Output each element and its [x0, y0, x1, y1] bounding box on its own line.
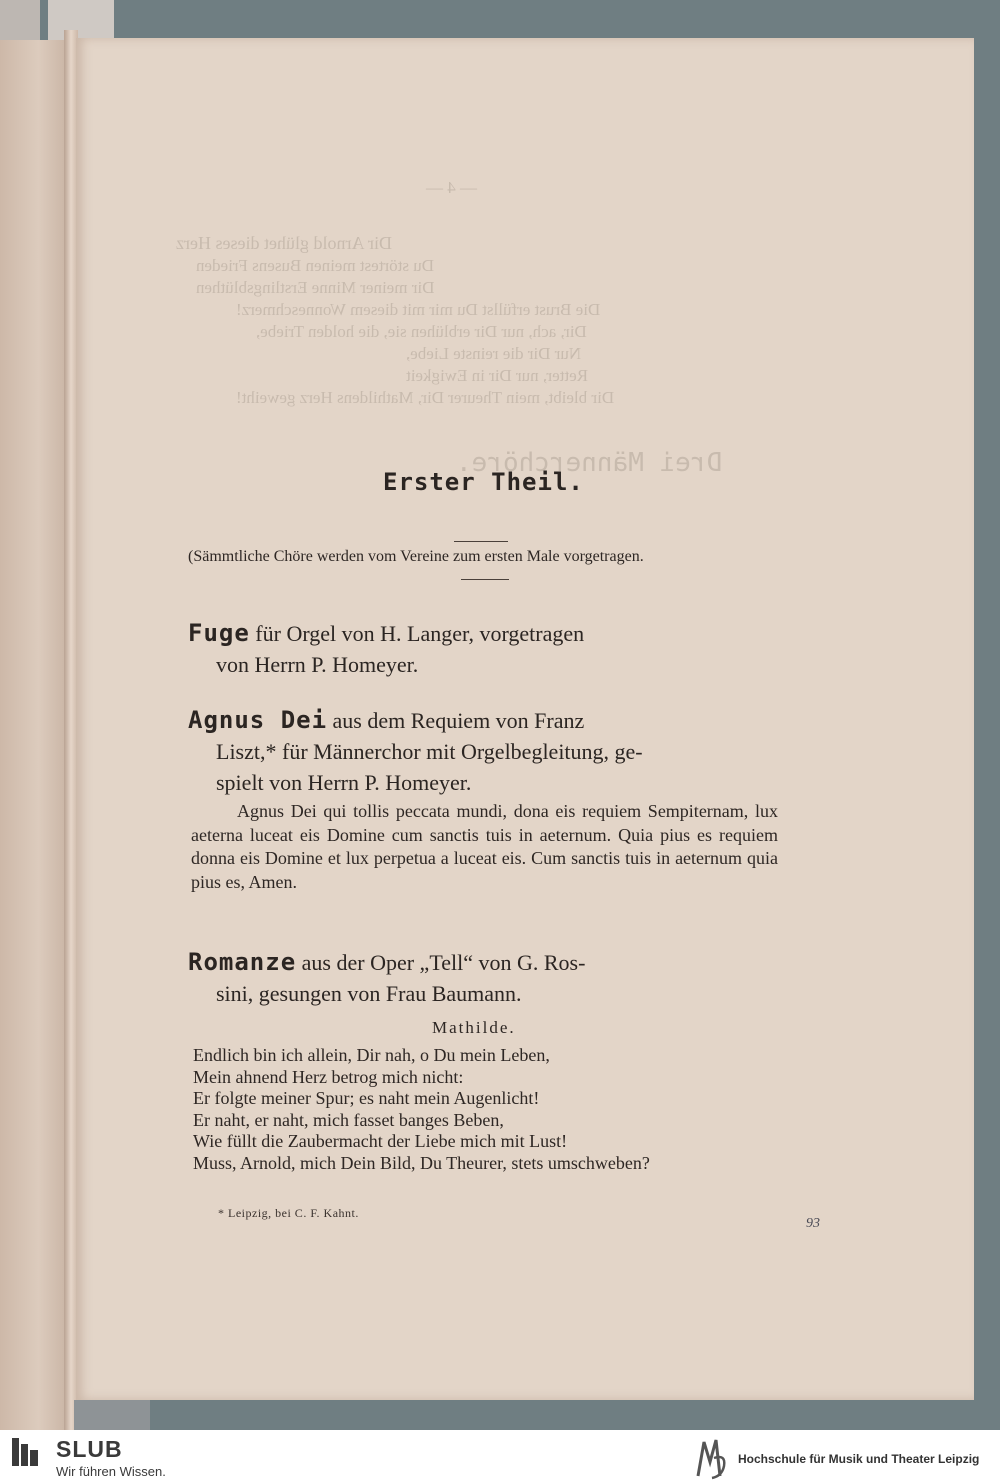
- verse-line: Mein ahnend Herz betrog mich nicht:: [193, 1066, 464, 1087]
- library-tagline: Wir führen Wissen.: [56, 1464, 166, 1479]
- paper-edge: [48, 0, 114, 40]
- item-heading: Fuge: [188, 619, 250, 647]
- verse-line: Endlich bin ich allein, Dir nah, o Du mein Leben,: [193, 1045, 550, 1065]
- program-item-agnus-dei: [188, 705, 780, 798]
- item-text: für Orgel von H. Langer, vorgetragen: [249, 621, 585, 646]
- subtitle: (Sämmtliche Chöre werden vom Vereine zum ersten Male vorgetragen.: [188, 548, 644, 565]
- section-title: Erster Theil.: [383, 468, 584, 496]
- verse-line: Muss, Arnold, mich Dein Bild, Du Theurer, stets umschweben?: [193, 1152, 650, 1173]
- lyrics-paragraph: Agnus Dei qui tollis peccata mundi, dona eis requiem Sempiternam, lux aeterna luceat eis Domine cum sanctis tuis in aeternum. Quia pius es requiem donna eis Domine et lux perpetua a luceat eis. Cum sanctis tuis in aeternum quia pius es, Amen.: [191, 801, 778, 892]
- verse-line: Er folgte meiner Spur; es naht mein Augenlicht!: [193, 1088, 540, 1108]
- slub-logo-icon: [12, 1438, 38, 1466]
- program-item-romanze: [188, 947, 780, 1009]
- lyrics-latin: [191, 800, 778, 894]
- speaker-name: Mathilde.: [432, 1018, 516, 1037]
- verse-line: Wie füllt die Zaubermacht der Liebe mich mit Lust!: [193, 1131, 568, 1151]
- item-text: aus dem Requiem von Franz: [327, 708, 585, 733]
- bleed-text: Du störtest meinen Busens Frieden: [196, 256, 434, 275]
- item-heading: Agnus Dei: [188, 706, 328, 734]
- item-text: aus der Oper „Tell“ von G. Ros-: [296, 950, 586, 975]
- facing-page: [0, 40, 70, 1430]
- hmt-logo[interactable]: [694, 1436, 994, 1482]
- library-name: SLUB: [56, 1436, 123, 1462]
- bleed-text: Drei Männerchöre.: [456, 448, 723, 478]
- divider: [454, 541, 508, 542]
- lyrics-verse: [193, 1045, 650, 1174]
- verse-line: Er naht, er naht, mich fasset banges Beben,: [193, 1109, 504, 1130]
- bleed-text: Dir, ach, nur Dir erblühen sie, die holden Triebe,: [256, 322, 587, 341]
- bleed-text: Dir bleibt, mein Theurer Dir, Mathildens Herz geweiht!: [236, 388, 615, 407]
- gray-strip: [74, 1400, 150, 1430]
- bleed-text: Dir Arnold glühet dieses Herz: [176, 233, 392, 253]
- item-text: von Herrn P. Homeyer.: [216, 652, 419, 677]
- bleed-text: Die Brust erfüllst Du mir mit diesem Wonneschmerz!: [236, 300, 601, 319]
- divider: [461, 579, 509, 580]
- footnote: * Leipzig, bei C. F. Kahnt.: [218, 1206, 359, 1220]
- bleed-text: Dir meiner Minne Erstlingsblüthen: [196, 278, 435, 297]
- program-item-fuge: [188, 618, 780, 680]
- hmt-logo-icon: [694, 1436, 730, 1480]
- item-heading: Romanze: [188, 948, 297, 976]
- bleed-text: Nur Dir die reinste Liebe,: [406, 344, 582, 363]
- bleed-text: Retter, nur Dir in Ewigkeit: [406, 366, 589, 385]
- item-text: sini, gesungen von Frau Baumann.: [216, 981, 522, 1006]
- item-text: Liszt,* für Männerchor mit Orgelbegleitung, ge-: [216, 739, 643, 764]
- paper-edge: [0, 0, 40, 40]
- bleed-text: — 4 —: [426, 178, 477, 197]
- institution-name: Hochschule für Musik und Theater Leipzig: [738, 1452, 980, 1466]
- page-mark: 93: [806, 1216, 820, 1231]
- item-text: spielt von Herrn P. Homeyer.: [216, 770, 472, 795]
